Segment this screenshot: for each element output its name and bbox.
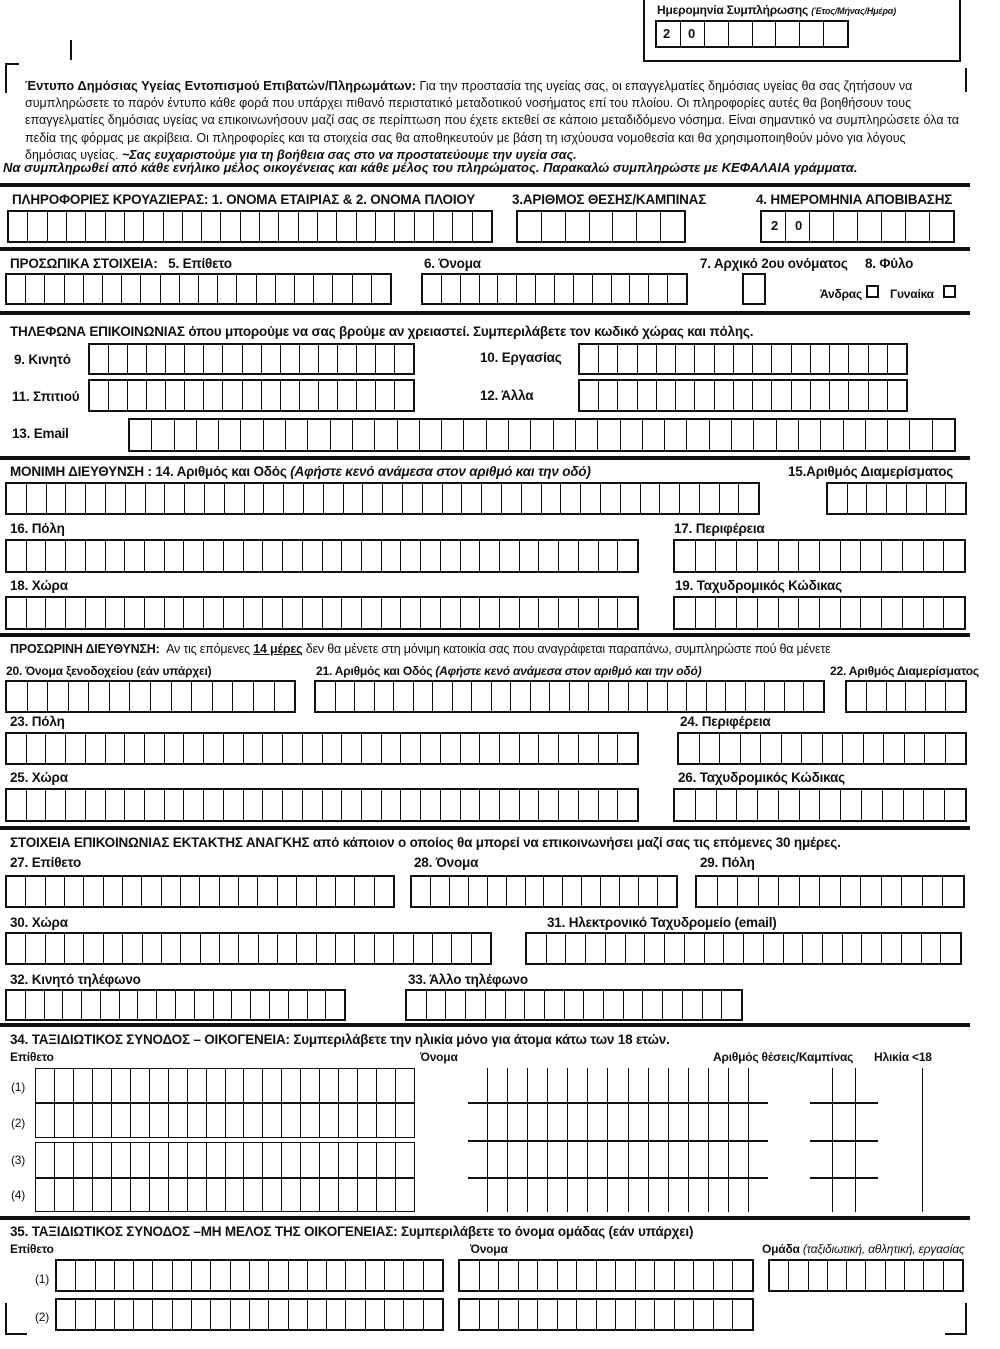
nonfamily-col-surname: Επίθετο bbox=[10, 1242, 54, 1256]
male-checkbox[interactable] bbox=[866, 285, 879, 298]
bracket bbox=[5, 63, 7, 93]
emergency-surname-label: 27. Επίθετο bbox=[10, 855, 82, 870]
permanent-country-field[interactable] bbox=[5, 596, 639, 630]
mobile-label: 9. Κινητό bbox=[14, 352, 71, 367]
nonfamily-col-group bbox=[762, 1242, 965, 1256]
date-digit: 0 bbox=[688, 26, 696, 41]
section-divider bbox=[0, 826, 970, 830]
family-row-divider bbox=[35, 1177, 415, 1179]
work-label: 10. Εργασίας bbox=[480, 350, 562, 365]
permanent-zip-label: 19. Ταχυδρομικός Κώδικας bbox=[675, 578, 842, 593]
permanent-region-field[interactable] bbox=[673, 539, 966, 573]
family-col-surname: Επίθετο bbox=[10, 1050, 54, 1064]
permanent-label bbox=[10, 464, 591, 479]
family-col-seat: Αριθμός θέσεις/Καμπίνας bbox=[713, 1050, 854, 1064]
temp-country-field[interactable] bbox=[5, 788, 639, 822]
email-label: 13. Email bbox=[12, 426, 69, 441]
permanent-region-label: 17. Περιφέρεια bbox=[674, 521, 765, 536]
work-phone-field[interactable] bbox=[578, 343, 908, 375]
emergency-other-phone-label: 33. Άλλο τηλέφωνο bbox=[408, 972, 528, 987]
family-age-grid[interactable] bbox=[900, 1068, 944, 1212]
female-checkbox[interactable] bbox=[943, 285, 956, 298]
permanent-country-label: 18. Χώρα bbox=[10, 578, 68, 593]
permanent-title: ΜΟΝΙΜΗ ΔΙΕΥΘΥΝΣΗ : 14. Αριθμός και Οδός bbox=[10, 464, 287, 479]
bracket bbox=[5, 63, 19, 65]
temp-apt-field[interactable] bbox=[845, 680, 967, 713]
female-label: Γυναίκα bbox=[890, 287, 934, 301]
temporary-text-underline: 14 μέρες bbox=[253, 642, 303, 656]
family-row-label: (4) bbox=[11, 1188, 26, 1202]
temp-region-label: 24. Περιφέρεια bbox=[680, 714, 771, 729]
temp-zip-field[interactable] bbox=[673, 788, 967, 822]
cruise-label: ΠΛΗΡΟΦΟΡΙΕΣ ΚΡΟΥΑΖΙΕΡΑΣ: 1. ΟΝΟΜΑ ΕΤΑΙΡΙΑΣ & 2. ΟΝΟΜΑ ΠΛΟΙΟΥ bbox=[12, 192, 476, 207]
other-phone-field[interactable] bbox=[578, 379, 908, 412]
temp-region-field[interactable] bbox=[677, 732, 967, 765]
instruction-line: Να συμπληρωθεί από κάθε ενήλικο μέλος οικογένειας και κάθε μέλος του πληρώματος. Παρακαλώ συμπληρώστε με ΚΕΦΑΛΑΙΑ γράμματα. bbox=[3, 160, 858, 175]
intro-body: Για την προστασία της υγείας σας, οι επαγγελματίες δημόσιας υγείας θα σας ζητήσουν να συμπληρώσετε το παρόν έντυπο κάθε φορά που υπάρχει πιθανό περιστατικό μεταδοτικού νοσήματος επί του πλοίου. Οι πληροφορίες αυτές θα βοηθήσουν τους επαγγελματίες δημόσιας υγείας να επικοινωνήσουν μαζί σας σε περίπτωση που έχετε εκτεθεί σε κάποιο μεταδιδόμενο νόσημα. Είναι σημαντικό να συμπληρώσετε όλα τα πεδία της φόρμας με ακρίβεια. Οι πληροφορίες και τα στοιχεία σας θα αποθηκευτούν με βάση τη ισχύουσα νομοθεσία και θα χρησιμοποιηθούν μόνο για λόγους δημόσιας υγείας. bbox=[25, 79, 960, 162]
emergency-other-phone-field[interactable] bbox=[405, 989, 743, 1021]
emergency-city-field[interactable] bbox=[695, 875, 965, 908]
other-phone-label: 12. Άλλα bbox=[480, 388, 534, 403]
temp-street-field[interactable] bbox=[314, 680, 825, 713]
temp-apt-label: 22. Αριθμός Διαμερίσματος bbox=[830, 664, 979, 678]
surname-field[interactable] bbox=[5, 273, 392, 305]
family-seat-line bbox=[810, 1140, 878, 1142]
section-divider bbox=[0, 633, 970, 637]
nonfamily-col-name: Όνομα bbox=[470, 1242, 508, 1256]
middle-initial-field[interactable] bbox=[742, 273, 766, 305]
intro-text bbox=[25, 77, 960, 164]
family-seat-line bbox=[810, 1177, 878, 1179]
phones-label: ΤΗΛΕΦΩΝΑ ΕΠΙΚΟΙΝΩΝΙΑΣ όπου μπορούμε να σας βρούμε αν χρειαστεί. Συμπεριλάβετε τον κωδικό χώρας και πόλης. bbox=[10, 324, 754, 339]
personal-label bbox=[10, 256, 232, 271]
permanent-city-label: 16. Πόλη bbox=[10, 521, 65, 536]
emergency-country-label: 30. Χώρα bbox=[10, 915, 68, 930]
nonfamily-group-1[interactable] bbox=[768, 1259, 964, 1292]
nonfamily-name-2[interactable] bbox=[458, 1298, 754, 1331]
emergency-city-label: 29. Πόλη bbox=[700, 855, 755, 870]
family-col-age: Ηλικία <18 bbox=[874, 1050, 932, 1064]
date-digit: 2 bbox=[663, 26, 671, 41]
emergency-email-label: 31. Ηλεκτρονικό Ταχυδρομείο (email) bbox=[547, 915, 777, 930]
email-field[interactable] bbox=[128, 418, 956, 452]
family-seat-line bbox=[810, 1102, 878, 1104]
permanent-apt-field[interactable] bbox=[826, 482, 967, 515]
family-row-divider bbox=[35, 1102, 415, 1104]
permanent-street-field[interactable] bbox=[5, 482, 760, 515]
section-divider bbox=[0, 1216, 970, 1220]
emergency-country-field[interactable] bbox=[5, 932, 492, 965]
nonfamily-row-label: (1) bbox=[35, 1272, 50, 1286]
form-title: Έντυπο Δημόσιας Υγείας Εντοπισμού Επιβατών/Πληρωμάτων: bbox=[25, 78, 417, 93]
nonfamily-group-hint: (ταξιδιωτική, αθλητική, εργασίας bbox=[802, 1242, 965, 1256]
nonfamily-label: 35. ΤΑΞΙΔΙΩΤΙΚΟΣ ΣΥΝΟΔΟΣ –ΜΗ ΜΕΛΟΣ ΤΗΣ ΟΙΚΟΓΕΝΕΙΑΣ: Συμπεριλάβετε το όνομα ομάδας (εάν υπάρχει) bbox=[10, 1224, 694, 1239]
nonfamily-surname-2[interactable] bbox=[55, 1298, 444, 1331]
completion-date-label bbox=[657, 3, 896, 17]
seat-label: 3.ΑΡΙΘΜΟΣ ΘΕΣΗΣ/ΚΑΜΠΙΝΑΣ bbox=[512, 192, 707, 207]
cabin-number-field[interactable] bbox=[516, 210, 686, 243]
completion-date-field[interactable] bbox=[655, 20, 849, 48]
permanent-city-field[interactable] bbox=[5, 539, 639, 573]
bracket bbox=[945, 1333, 967, 1335]
home-label: 11. Σπιτιού bbox=[12, 389, 80, 404]
bracket bbox=[5, 1303, 7, 1335]
family-name-line bbox=[468, 1102, 768, 1104]
section-divider bbox=[0, 1023, 970, 1027]
bracket bbox=[965, 1303, 967, 1335]
bracket bbox=[70, 40, 72, 60]
thanks-note: ~Σας ευχαριστούμε για τη βοήθεια σας στο να προστατεύουμε την υγεία σας. bbox=[121, 147, 577, 162]
temp-country-label: 25. Χώρα bbox=[10, 770, 68, 785]
temp-street-title: 21. Αριθμός και Οδός bbox=[316, 664, 433, 678]
section-divider bbox=[0, 311, 970, 315]
family-label: 34. ΤΑΞΙΔΙΩΤΙΚΟΣ ΣΥΝΟΔΟΣ – ΟΙΚΟΓΕΝΕΙΑ: Συμπεριλάβετε την ηλικία μόνο για άτομα κάτω των 18 ετών. bbox=[10, 1032, 670, 1047]
first-name-field[interactable] bbox=[421, 273, 688, 305]
family-col-name: Όνομα bbox=[420, 1050, 458, 1064]
bracket bbox=[965, 68, 967, 92]
mobile-field[interactable] bbox=[88, 343, 415, 375]
completion-date-title: Ημερομηνία Συμπλήρωσης bbox=[657, 3, 809, 17]
male-label: Άνδρας bbox=[820, 287, 863, 301]
disembark-date-field[interactable] bbox=[760, 210, 955, 243]
section-divider bbox=[0, 247, 970, 251]
home-phone-field[interactable] bbox=[88, 379, 415, 412]
personal-title: ΠΡΟΣΩΠΙΚΑ ΣΤΟΙΧΕΙΑ: bbox=[10, 256, 158, 271]
family-row-label: (2) bbox=[11, 1116, 26, 1130]
nonfamily-group-title: Ομάδα bbox=[762, 1242, 800, 1256]
section-divider bbox=[0, 456, 970, 460]
family-name-line bbox=[468, 1177, 768, 1179]
emergency-surname-field[interactable] bbox=[5, 875, 395, 908]
temporary-text-a: Αν τις επόμενες bbox=[166, 642, 250, 656]
permanent-zip-field[interactable] bbox=[673, 596, 966, 630]
emergency-mobile-field[interactable] bbox=[5, 989, 346, 1021]
bracket bbox=[5, 1333, 27, 1335]
section-divider bbox=[0, 183, 970, 187]
name-label: 6. Όνομα bbox=[424, 256, 481, 271]
temporary-title: ΠΡΟΣΩΡΙΝΗ ΔΙΕΥΘΥΝΣΗ: bbox=[10, 642, 160, 656]
emergency-name-field[interactable] bbox=[410, 875, 678, 908]
cruise-name-field[interactable] bbox=[7, 210, 493, 243]
disembark-label: 4. ΗΜΕΡΟΜΗΝΙΑ ΑΠΟΒΙΒΑΣΗΣ bbox=[756, 192, 953, 207]
nonfamily-name-1[interactable] bbox=[458, 1259, 754, 1292]
temporary-text-b: δεν θα μένετε στη μόνιμη κατοικία σας που αναγράφεται παραπάνω, συμπληρώστε πού θα μένετε bbox=[305, 642, 831, 656]
emergency-mobile-label: 32. Κινητό τηλέφωνο bbox=[10, 972, 141, 987]
family-name-line bbox=[468, 1140, 768, 1142]
temp-city-label: 23. Πόλη bbox=[10, 714, 65, 729]
hotel-field[interactable] bbox=[5, 680, 296, 713]
date-digit: 0 bbox=[795, 218, 803, 233]
hotel-label: 20. Όνομα ξενοδοχείου (εάν υπάρχει) bbox=[6, 664, 212, 678]
date-digit: 2 bbox=[771, 218, 779, 233]
initial-label: 7. Αρχικό 2ου ονόματος bbox=[700, 256, 848, 271]
nonfamily-row-label: (2) bbox=[35, 1310, 50, 1324]
emergency-email-field[interactable] bbox=[525, 932, 962, 965]
temp-street-hint: (Αφήστε κενό ανάμεσα στον αριθμό και την οδό) bbox=[435, 664, 702, 678]
emergency-label: ΣΤΟΙΧΕΙΑ ΕΠΙΚΟΙΝΩΝΙΑΣ ΕΚΤΑΚΤΗΣ ΑΝΑΓΚΗΣ από κάποιον ο οποίος θα μπορεί να επικοινωνήσει μαζί σας τις επόμενες 30 ημέρες. bbox=[10, 835, 841, 850]
nonfamily-surname-1[interactable] bbox=[55, 1259, 444, 1292]
emergency-name-label: 28. Όνομα bbox=[414, 855, 479, 870]
sex-label: 8. Φύλο bbox=[865, 256, 914, 271]
completion-date-hint: (Έτος/Μήνας/Ημέρα) bbox=[811, 6, 896, 16]
temp-city-field[interactable] bbox=[5, 732, 639, 765]
family-row-label: (1) bbox=[11, 1080, 26, 1094]
family-row-label: (3) bbox=[11, 1153, 26, 1167]
permanent-hint: (Αφήστε κενό ανάμεσα στον αριθμό και την οδό) bbox=[290, 464, 591, 479]
temp-zip-label: 26. Ταχυδρομικός Κώδικας bbox=[678, 770, 845, 785]
permanent-apt-label: 15.Αριθμός Διαμερίσματος bbox=[788, 464, 954, 479]
temp-street-label bbox=[316, 664, 701, 678]
temporary-label bbox=[10, 642, 830, 656]
surname-label: 5. Επίθετο bbox=[168, 256, 232, 271]
